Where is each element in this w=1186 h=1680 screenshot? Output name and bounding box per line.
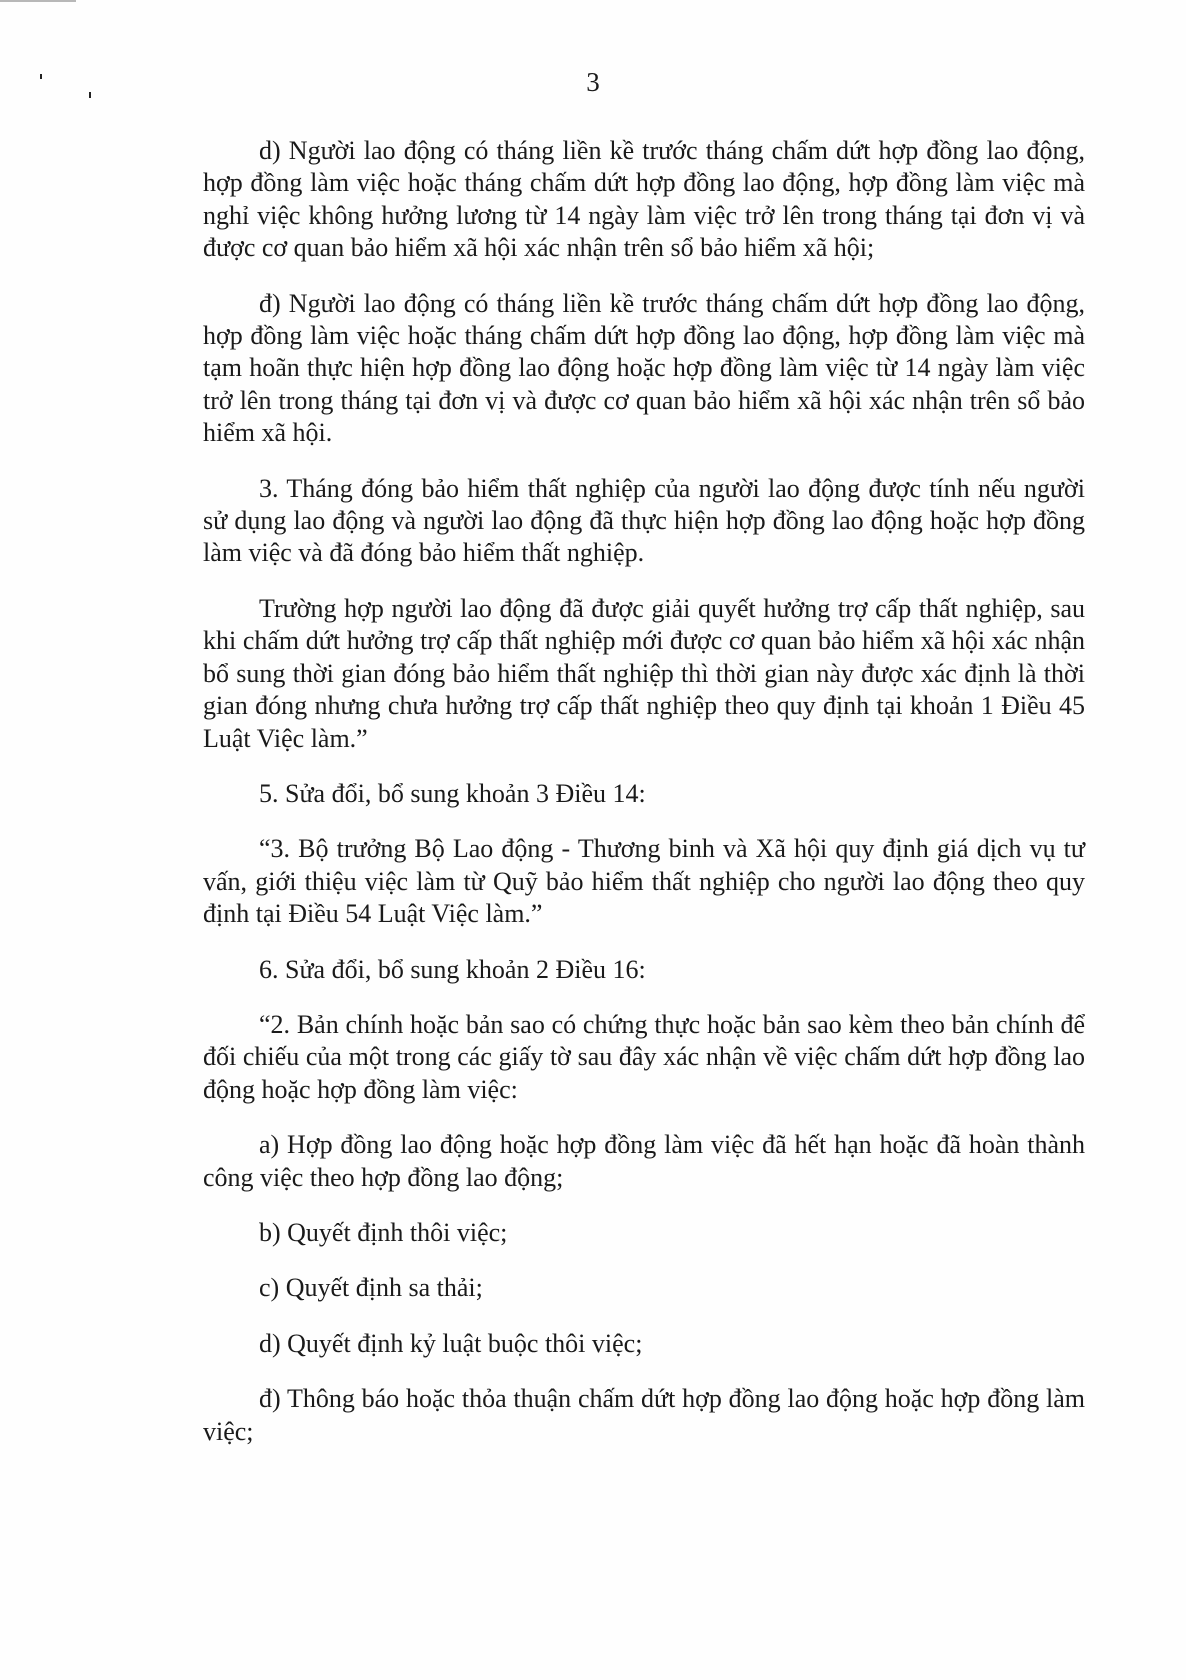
top-edge-rule bbox=[0, 0, 76, 2]
list-item-c: c) Quyết định sa thải; bbox=[259, 1273, 483, 1303]
page-number: 3 bbox=[586, 67, 600, 97]
paragraph-clause-d: d) Người lao động có tháng liền kề trước tháng chấm dứt hợp đồng lao động, hợp đồng làm việc hoặc tháng chấm dứt hợp đồng lao động, hợp đồng làm việc mà nghỉ việc không hưởng lương từ 14 ngày làm việc trở lên trong tháng tại đơn vị và được cơ quan bảo hiểm xã hội xác nhận trên sổ bảo hiểm xã hội; bbox=[203, 136, 1085, 263]
paragraph-item-6-heading: 6. Sửa đổi, bổ sung khoản 2 Điều 16: bbox=[259, 954, 646, 984]
paragraph-item-5-heading: 5. Sửa đổi, bổ sung khoản 3 Điều 14: bbox=[259, 778, 646, 808]
paragraph-clause-dd: đ) Người lao động có tháng liền kề trước tháng chấm dứt hợp đồng lao động, hợp đồng làm việc hoặc tháng chấm dứt hợp đồng lao động, hợp đồng làm việc mà tạm hoãn thực hiện hợp đồng lao động hoặc hợp đồng làm việc từ 14 ngày làm việc trở lên trong tháng tại đơn vị và được cơ quan bảo hiểm xã hội xác nhận trên sổ bảo hiểm xã hội. bbox=[203, 288, 1085, 448]
list-item-d: d) Quyết định kỷ luật buộc thôi việc; bbox=[259, 1328, 643, 1358]
paragraph-item-6-content: “2. Bản chính hoặc bản sao có chứng thực hoặc bản sao kèm theo bản chính để đối chiếu của một trong các giấy tờ sau đây xác nhận về việc chấm dứt hợp đồng lao động hoặc hợp đồng làm việc: bbox=[203, 1009, 1085, 1104]
document-body bbox=[203, 135, 1085, 1471]
list-item-dd: đ) Thông báo hoặc thỏa thuận chấm dứt hợp đồng lao động hoặc hợp đồng làm việc; bbox=[203, 1384, 1085, 1446]
list-item-a: a) Hợp đồng lao động hoặc hợp đồng làm việc đã hết hạn hoặc đã hoàn thành công việc theo hợp đồng lao động; bbox=[203, 1130, 1085, 1192]
paragraph-truong-hop: Trường hợp người lao động đã được giải quyết hưởng trợ cấp thất nghiệp, sau khi chấm dứt hưởng trợ cấp thất nghiệp mới được cơ quan bảo hiểm xã hội xác nhận bổ sung thời gian đóng bảo hiểm thất nghiệp thì thời gian này được xác định là thời gian đóng nhưng chưa hưởng trợ cấp thất nghiệp theo quy định tại khoản 1 Điều 45 Luật Việc làm.” bbox=[203, 593, 1085, 753]
paragraph-item-5-content: “3. Bộ trưởng Bộ Lao động - Thương binh và Xã hội quy định giá dịch vụ tư vấn, giới thiệu việc làm từ Quỹ bảo hiểm thất nghiệp cho người lao động theo quy định tại Điều 54 Luật Việc làm.” bbox=[203, 834, 1085, 929]
paragraph-item-3: 3. Tháng đóng bảo hiểm thất nghiệp của người lao động được tính nếu người sử dụng lao động và người lao động đã thực hiện hợp đồng lao động hoặc hợp đồng làm việc và đã đóng bảo hiểm thất nghiệp. bbox=[203, 473, 1085, 568]
list-item-b: b) Quyết định thôi việc; bbox=[259, 1217, 508, 1247]
